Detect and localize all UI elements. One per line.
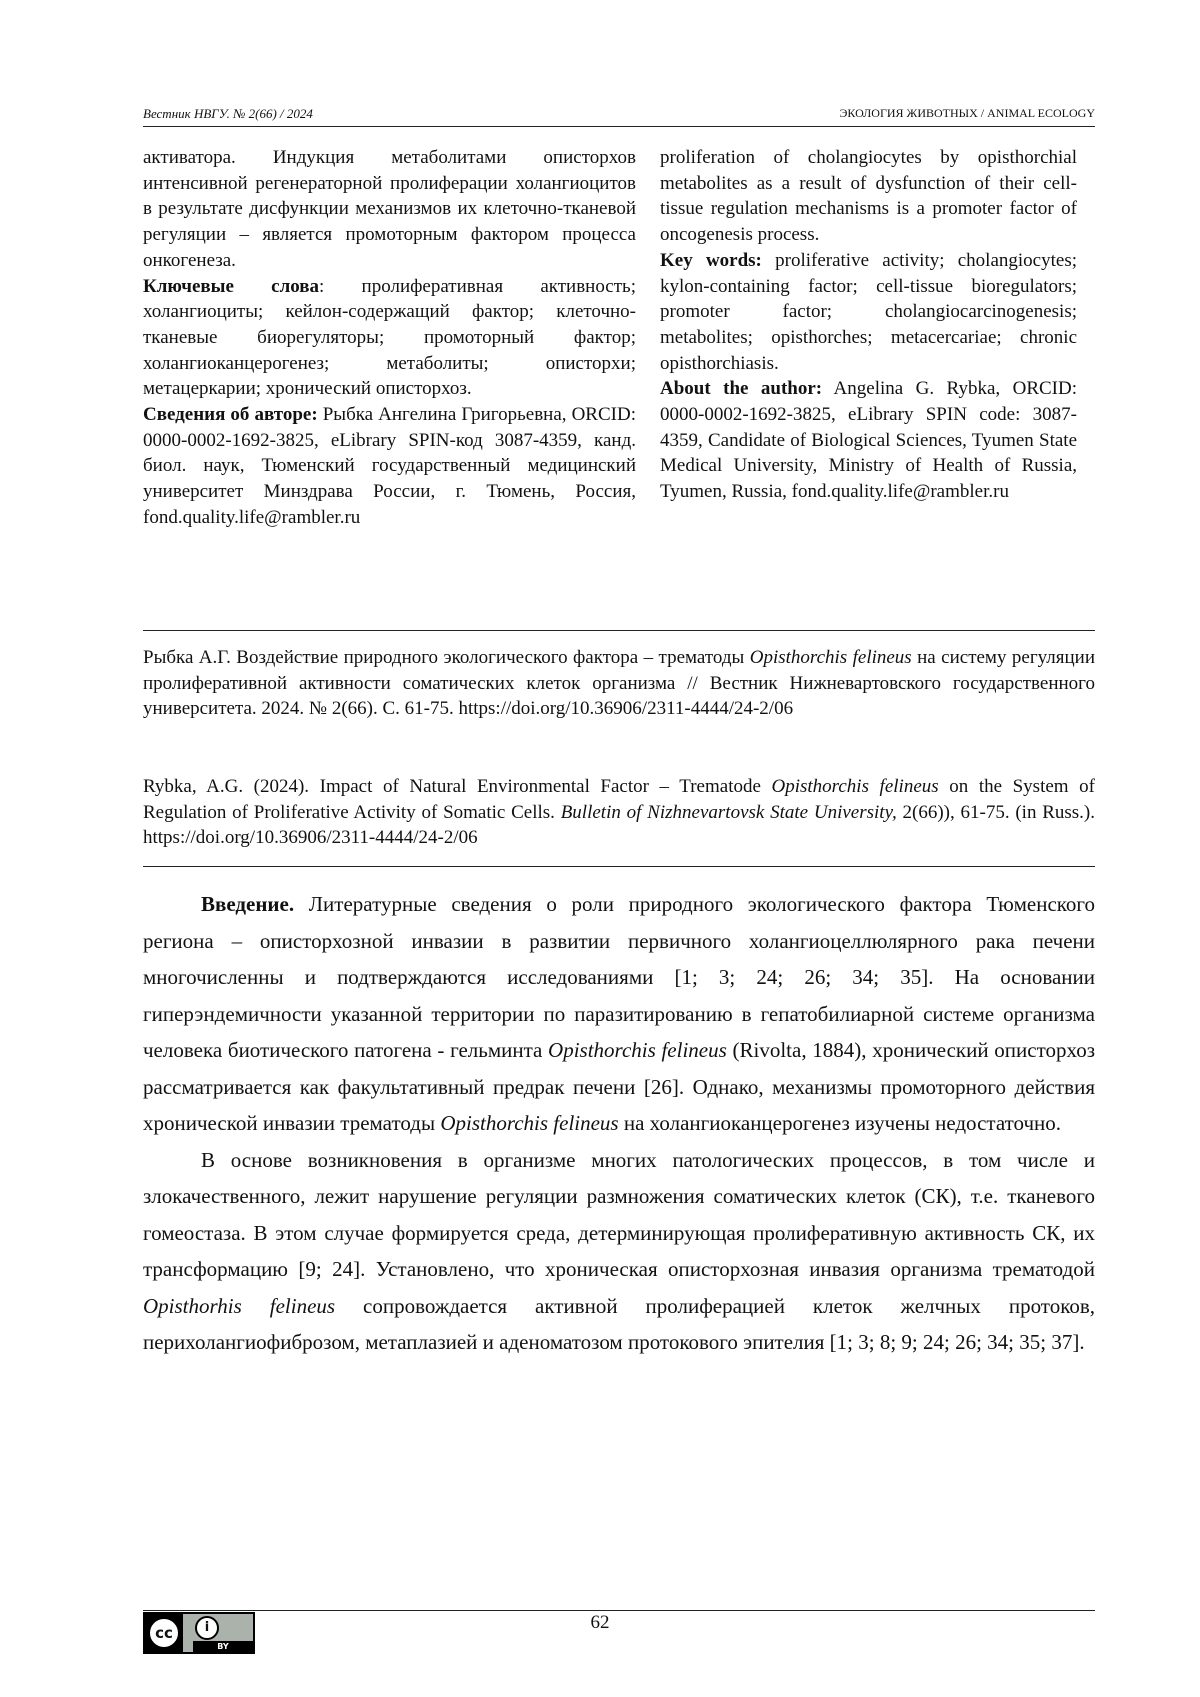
intro-heading: Введение. xyxy=(201,892,295,916)
by-label: BY xyxy=(193,1641,253,1652)
author-label-ru: Сведения об авторе: xyxy=(143,404,318,426)
keywords-label-ru: Ключевые слова xyxy=(143,275,320,297)
citation-ru-part1: Рыбка А.Г. Воздействие природного экологического фактора – трематоды xyxy=(143,647,750,668)
author-label-en: About the author: xyxy=(660,378,823,400)
citation-en-part2: on the System of Regulation of Proliferative Activity of Somatic Cells. xyxy=(143,776,1095,823)
running-header xyxy=(143,104,1095,127)
citation-bottom-rule xyxy=(143,866,1095,867)
intro-p1-text-b: (Rivolta, 1884), хронический описторхоз рассматривается как факультативный предрак печени [26]. Однако, механизмы промоторного действия хронической инвазии трематоды xyxy=(143,1038,1095,1135)
intro-p2-text-b: сопровождается активной пролиферацией клеток желчных протоков, перихолангиофиброзом, метаплазией и аденоматозом протокового эпителия [1; 3; 8; 9; 24; 26; 34; 35; 37]. xyxy=(143,1293,1096,1354)
intro-p2-text-a: В основе возникновения в организме многих патологических процессов, в том числе и злокачественного, лежит нарушение регуляции размножения соматических клеток (СК), т.е. тканевого гомеостаза. В этом случае формируется среда, детерминирующая пролиферативную активность СК, их трансформацию [9; 24]. Установлено, что хроническая описторхозная инвазия организма трематодой xyxy=(143,1147,1095,1281)
citation-en-species: Opisthorchis felineus xyxy=(771,776,939,797)
author-info-ru xyxy=(143,402,636,531)
attribution-icon: i xyxy=(195,1616,219,1640)
citation-ru xyxy=(143,645,1095,722)
keywords-ru xyxy=(143,274,636,403)
russian-abstract-column xyxy=(143,145,636,531)
citation-en-part3: 2(66)), 61-75. (in Russ.). https://doi.org/10.36906/2311-4444/24-2/06 xyxy=(143,801,1096,849)
intro-p1-species-1: Opisthorchis felineus xyxy=(548,1038,727,1062)
cc-icon: cc xyxy=(148,1617,180,1649)
citation-ru-species: Opisthorchis felineus xyxy=(749,647,912,668)
abstract-tail-ru: активатора. Индукция метаболитами описторхов интенсивной регенераторной пролиферации холангиоцитов в результате дисфункции механизмов их клеточно-тканевой регуляции – является промоторным фактором процесса онкогенеза. xyxy=(143,147,636,271)
english-abstract-column xyxy=(660,145,1077,505)
introduction-section xyxy=(143,886,1095,1361)
citation-ru-part2: на систему регуляции пролиферативной активности соматических клеток организма // Вестник Нижневартовского государственного университета. 2024. № 2(66). С. 61-75. https://doi.org/10.36906/2311-4444/24-2/06 xyxy=(143,647,1095,720)
intro-p1-text-c: на холангиоканцерогенез изучены недостаточно. xyxy=(618,1111,1062,1135)
author-text-en: Angelina G. Rybka, ORCID: 0000-0002-1692-3825, eLibrary SPIN code: 3087-4359, Candidate of Biological Sciences, Tyumen State Medical University, Ministry of Health of Russia, Tyumen, Russia, fond.quality.life@rambler.ru xyxy=(660,378,1077,503)
author-info-en xyxy=(660,376,1077,505)
footer-rule xyxy=(143,1610,1095,1611)
keywords-en xyxy=(660,248,1077,377)
intro-p2-species: Opisthorhis felineus xyxy=(143,1293,336,1318)
page-number: 62 xyxy=(590,1612,610,1633)
author-text-ru: Рыбка Ангелина Григорьевна, ORCID: 0000-0002-1692-3825, eLibrary SPIN-код 3087-4359, канд. биол. наук, Тюменский государственный медицинский университет Минздрава России, г. Тюмень, Россия, fond.quality.life@rambler.ru xyxy=(143,404,636,528)
intro-p1-text-a: Литературные сведения о роли природного экологического фактора Тюменского региона – описторхозной инвазии в развитии первичного холангиоцеллюлярного рака печени многочисленны и подтверждаются исследованиями [1; 3; 24; 26; 34; 35]. На основании гиперэндемичности указанной территории по паразитированию в гепатобилиарной системе организма человека биотического патогена - гельминта xyxy=(143,892,1095,1062)
journal-issue: Вестник НВГУ. № 2(66) / 2024 xyxy=(143,106,313,121)
abstract-tail-en: proliferation of cholangiocytes by opisthorchial metabolites as a result of dysfunction of their cell-tissue regulation mechanisms is a promoter factor of oncogenesis process. xyxy=(660,147,1077,246)
intro-paragraph-2 xyxy=(143,1142,1095,1361)
citation-top-rule xyxy=(143,630,1095,631)
citation-en-journal: Bulletin of Nizhnevartovsk State University, xyxy=(560,801,897,823)
intro-paragraph-1 xyxy=(143,886,1095,1142)
citation-en xyxy=(143,774,1095,851)
keywords-text-ru: : пролиферативная активность; холангиоциты; кейлон-содержащий фактор; клеточно-тканевые биорегуляторы; промоторный фактор; холангиоканцерогенез; метаболиты; описторхи; метацеркарии; хронический описторхоз. xyxy=(143,275,636,400)
keywords-label-en: Key words: xyxy=(660,249,762,271)
section-title: ЭКОЛОГИЯ ЖИВОТНЫХ / ANIMAL ECOLOGY xyxy=(839,106,1095,120)
citation-en-part1: Rybka, A.G. (2024). Impact of Natural Environmental Factor – Trematode xyxy=(143,776,772,797)
keywords-text-en: proliferative activity; cholangiocytes; kylon-containing factor; cell-tissue bioregulators; promoter factor; cholangiocarcinogenesis; metabolites; opisthorches; metacercariae; chronic opisthorchiasis. xyxy=(660,249,1077,374)
intro-p1-species-2: Opisthorchis felineus xyxy=(440,1111,619,1135)
